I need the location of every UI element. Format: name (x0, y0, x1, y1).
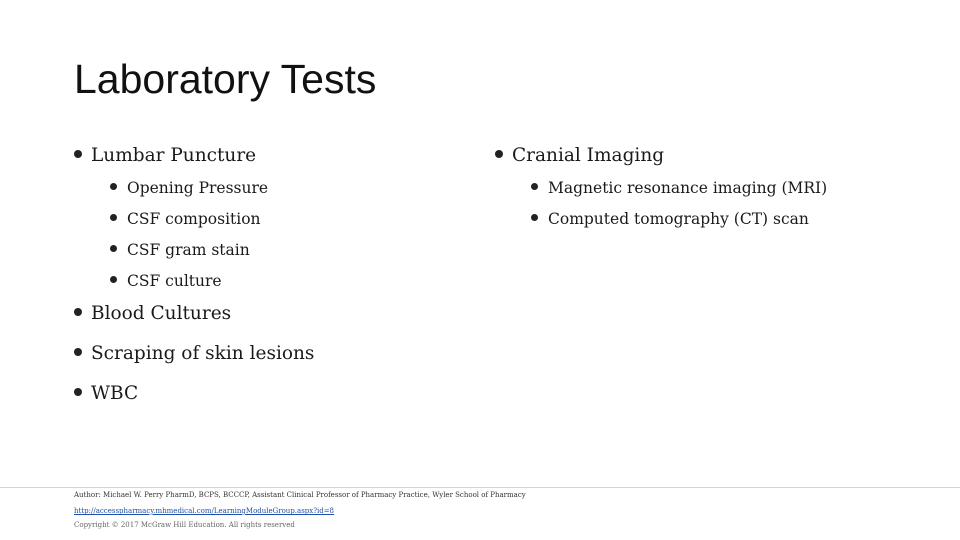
subbullet-label: Magnetic resonance imaging (MRI) (548, 179, 828, 197)
subbullet-csf-culture (74, 271, 474, 291)
subbullet-dot-icon (110, 276, 117, 283)
subbullet-dot-icon (531, 183, 538, 190)
footer-copyright: Copyright © 2017 McGraw Hill Education. All rights reserved (74, 521, 295, 529)
bullet-wbc (74, 382, 474, 406)
bullet-dot-icon (74, 308, 82, 316)
bullet-label: WBC (91, 383, 139, 404)
left-bullet-list (74, 144, 474, 406)
right-column (495, 144, 935, 240)
bullet-label: Scraping of skin lesions (91, 343, 315, 364)
bullet-blood-cultures (74, 302, 474, 326)
subbullet-dot-icon (110, 214, 117, 221)
subbullet-csf-gram-stain (74, 240, 474, 260)
subbullet-dot-icon (110, 245, 117, 252)
bullet-lumbar-puncture (74, 144, 474, 168)
footer-divider (0, 487, 960, 488)
bullet-cranial-imaging (495, 144, 935, 168)
subbullet-dot-icon (110, 183, 117, 190)
subbullet-csf-composition (74, 209, 474, 229)
bullet-label: Cranial Imaging (512, 145, 665, 166)
subbullet-ct-scan (495, 209, 935, 229)
subbullet-dot-icon (531, 214, 538, 221)
slide-title: Laboratory Tests (74, 56, 377, 102)
subbullet-mri (495, 178, 935, 198)
bullet-label: Lumbar Puncture (91, 145, 257, 166)
bullet-skin-lesions (74, 342, 474, 366)
lumbar-puncture-subitems (74, 178, 474, 291)
footer-author: Author: Michael W. Perry PharmD, BCPS, BCCCP, Assistant Clinical Professor of Pharmacy Practice, Wyler School of Pharmacy (74, 491, 526, 499)
footer-source-link[interactable]: http://accesspharmacy.mhmedical.com/LearningModuleGroup.aspx?id=8 (74, 507, 335, 515)
cranial-imaging-subitems (495, 178, 935, 229)
left-column (74, 144, 474, 422)
bullet-dot-icon (74, 388, 82, 396)
bullet-dot-icon (495, 150, 503, 158)
bullet-dot-icon (74, 348, 82, 356)
subbullet-opening-pressure (74, 178, 474, 198)
subbullet-label: CSF culture (127, 272, 222, 290)
subbullet-label: Computed tomography (CT) scan (548, 210, 809, 228)
bullet-dot-icon (74, 150, 82, 158)
subbullet-label: CSF gram stain (127, 241, 250, 259)
subbullet-label: Opening Pressure (127, 179, 269, 197)
right-bullet-list (495, 144, 935, 229)
bullet-label: Blood Cultures (91, 303, 232, 324)
subbullet-label: CSF composition (127, 210, 261, 228)
